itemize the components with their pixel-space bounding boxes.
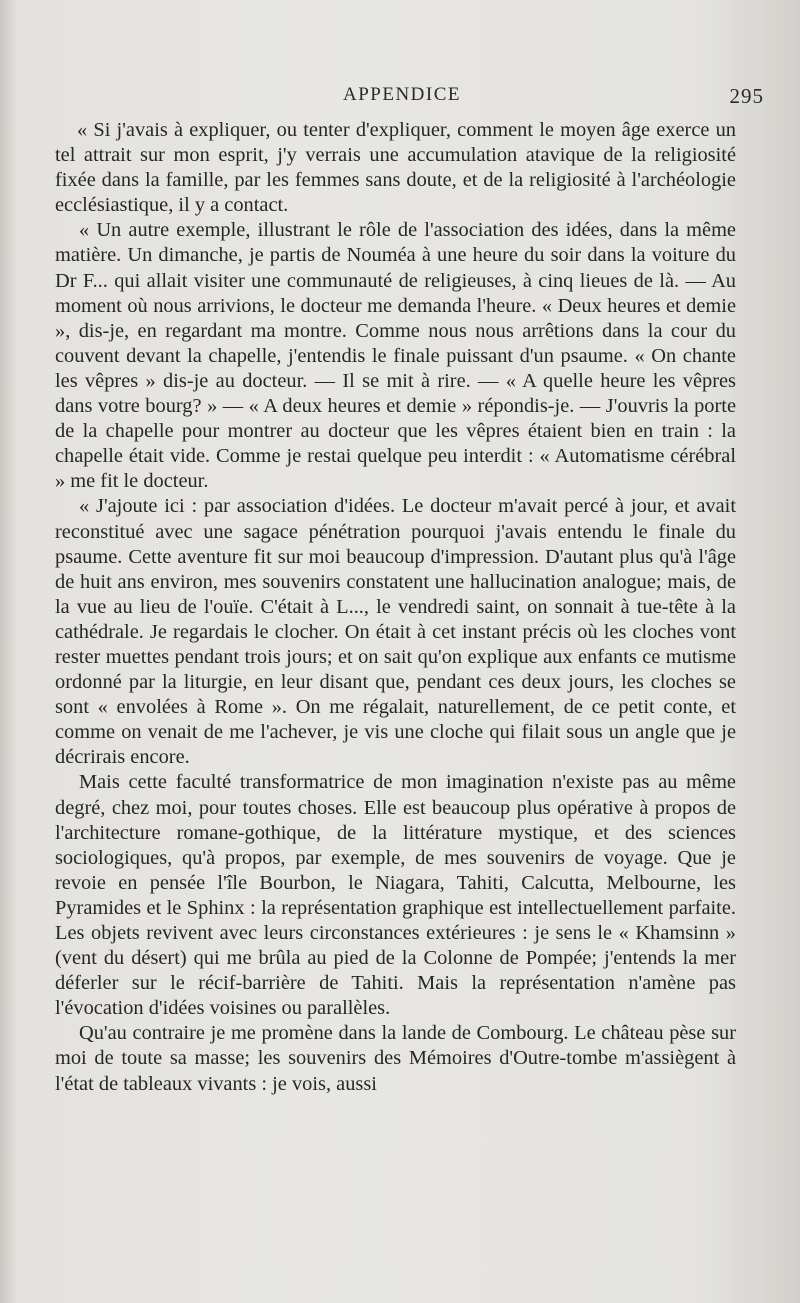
paragraph-1: « Si j'avais à expliquer, ou tenter d'expliquer, comment le moyen âge exerce un tel attrait sur mon esprit, j'y verrais une accumulation atavique de la religiosité fixée dans la famille, par les femmes sans doute, et de la religiosité à l'archéologie ecclésiastique, il y a contact. xyxy=(55,119,736,217)
paragraph-5: Qu'au contraire je me promène dans la lande de Combourg. Le château pèse sur moi de toute sa masse; les souvenirs des Mémoires d'Outre-tombe m'assiègent à l'état de tableaux vivants : je vois, aussi xyxy=(55,1022,736,1095)
running-title: APPENDICE xyxy=(342,84,461,105)
paragraph-3: « J'ajoute ici : par association d'idées. Le docteur m'avait percé à jour, et avait reconstitué avec une sagace pénétration pourquoi j'avais entendu le finale du psaume. Cette aventure fit sur moi beaucoup d'impression. D'autant plus qu'à l'âge de huit ans environ, mes souvenirs constatent une hallucination analogue; mais, de la vue au lieu de l'ouïe. C'était à L..., le vendredi saint, on sonnait à tue-tête à la cathédrale. Je regardais le clocher. On était à cet instant précis où les cloches vont rester muettes pendant trois jours; et on sait qu'on explique aux enfants ce mutisme ordonné par la liturgie, en leur disant que, pendant ces deux jours, les cloches se sont « envolées à Rome ». On me régalait, naturellement, de ce petit conte, et comme on venait de me l'achever, je vis une cloche qui filait sous un angle que je décrirais encore. xyxy=(55,495,736,769)
page-header xyxy=(40,84,764,108)
body-text xyxy=(55,118,736,1097)
paragraph-2: « Un autre exemple, illustrant le rôle de l'association des idées, dans la même matière. Un dimanche, je partis de Nouméa à une heure du soir dans la voiture du Dr F... qui allait visiter une communauté de religieuses, à cinq lieues de là. — Au moment où nous arrivions, le docteur me demanda l'heure. « Deux heures et demie », dis-je, en regardant ma montre. Comme nous nous arrêtions dans la cour du couvent devant la chapelle, j'entendis le finale puissant d'un psaume. « On chante les vêpres » dis-je au docteur. — Il se mit à rire. — « A quelle heure les vêpres dans votre bourg? » — « A deux heures et demie » répondis-je. — J'ouvris la porte de la chapelle pour montrer au docteur que les vêpres étaient bien en train : la chapelle était vide. Comme je restai quelque peu interdit : « Automatisme cérébral » me fit le docteur. xyxy=(55,219,736,493)
page-number: 295 xyxy=(729,84,764,108)
paragraph-4: Mais cette faculté transformatrice de mon imagination n'existe pas au même degré, chez moi, pour toutes choses. Elle est beaucoup plus opérative à propos de l'architecture romane-gothique, de la littérature mystique, et des sciences sociologiques, qu'à propos, par exemple, de mes souvenirs de voyage. Que je revoie en pensée l'île Bourbon, le Niagara, Tahiti, Calcutta, Melbourne, les Pyramides et le Sphinx : la représentation graphique est intellectuellement parfaite. Les objets revivent avec leurs circonstances extérieures : je sens le « Khamsinn » (vent du désert) qui me brûla au pied de la Colonne de Pompée; j'entends la mer déferler sur le récif-barrière de Tahiti. Mais la représentation n'amène pas l'évocation d'idées voisines ou parallèles. xyxy=(55,771,736,1020)
